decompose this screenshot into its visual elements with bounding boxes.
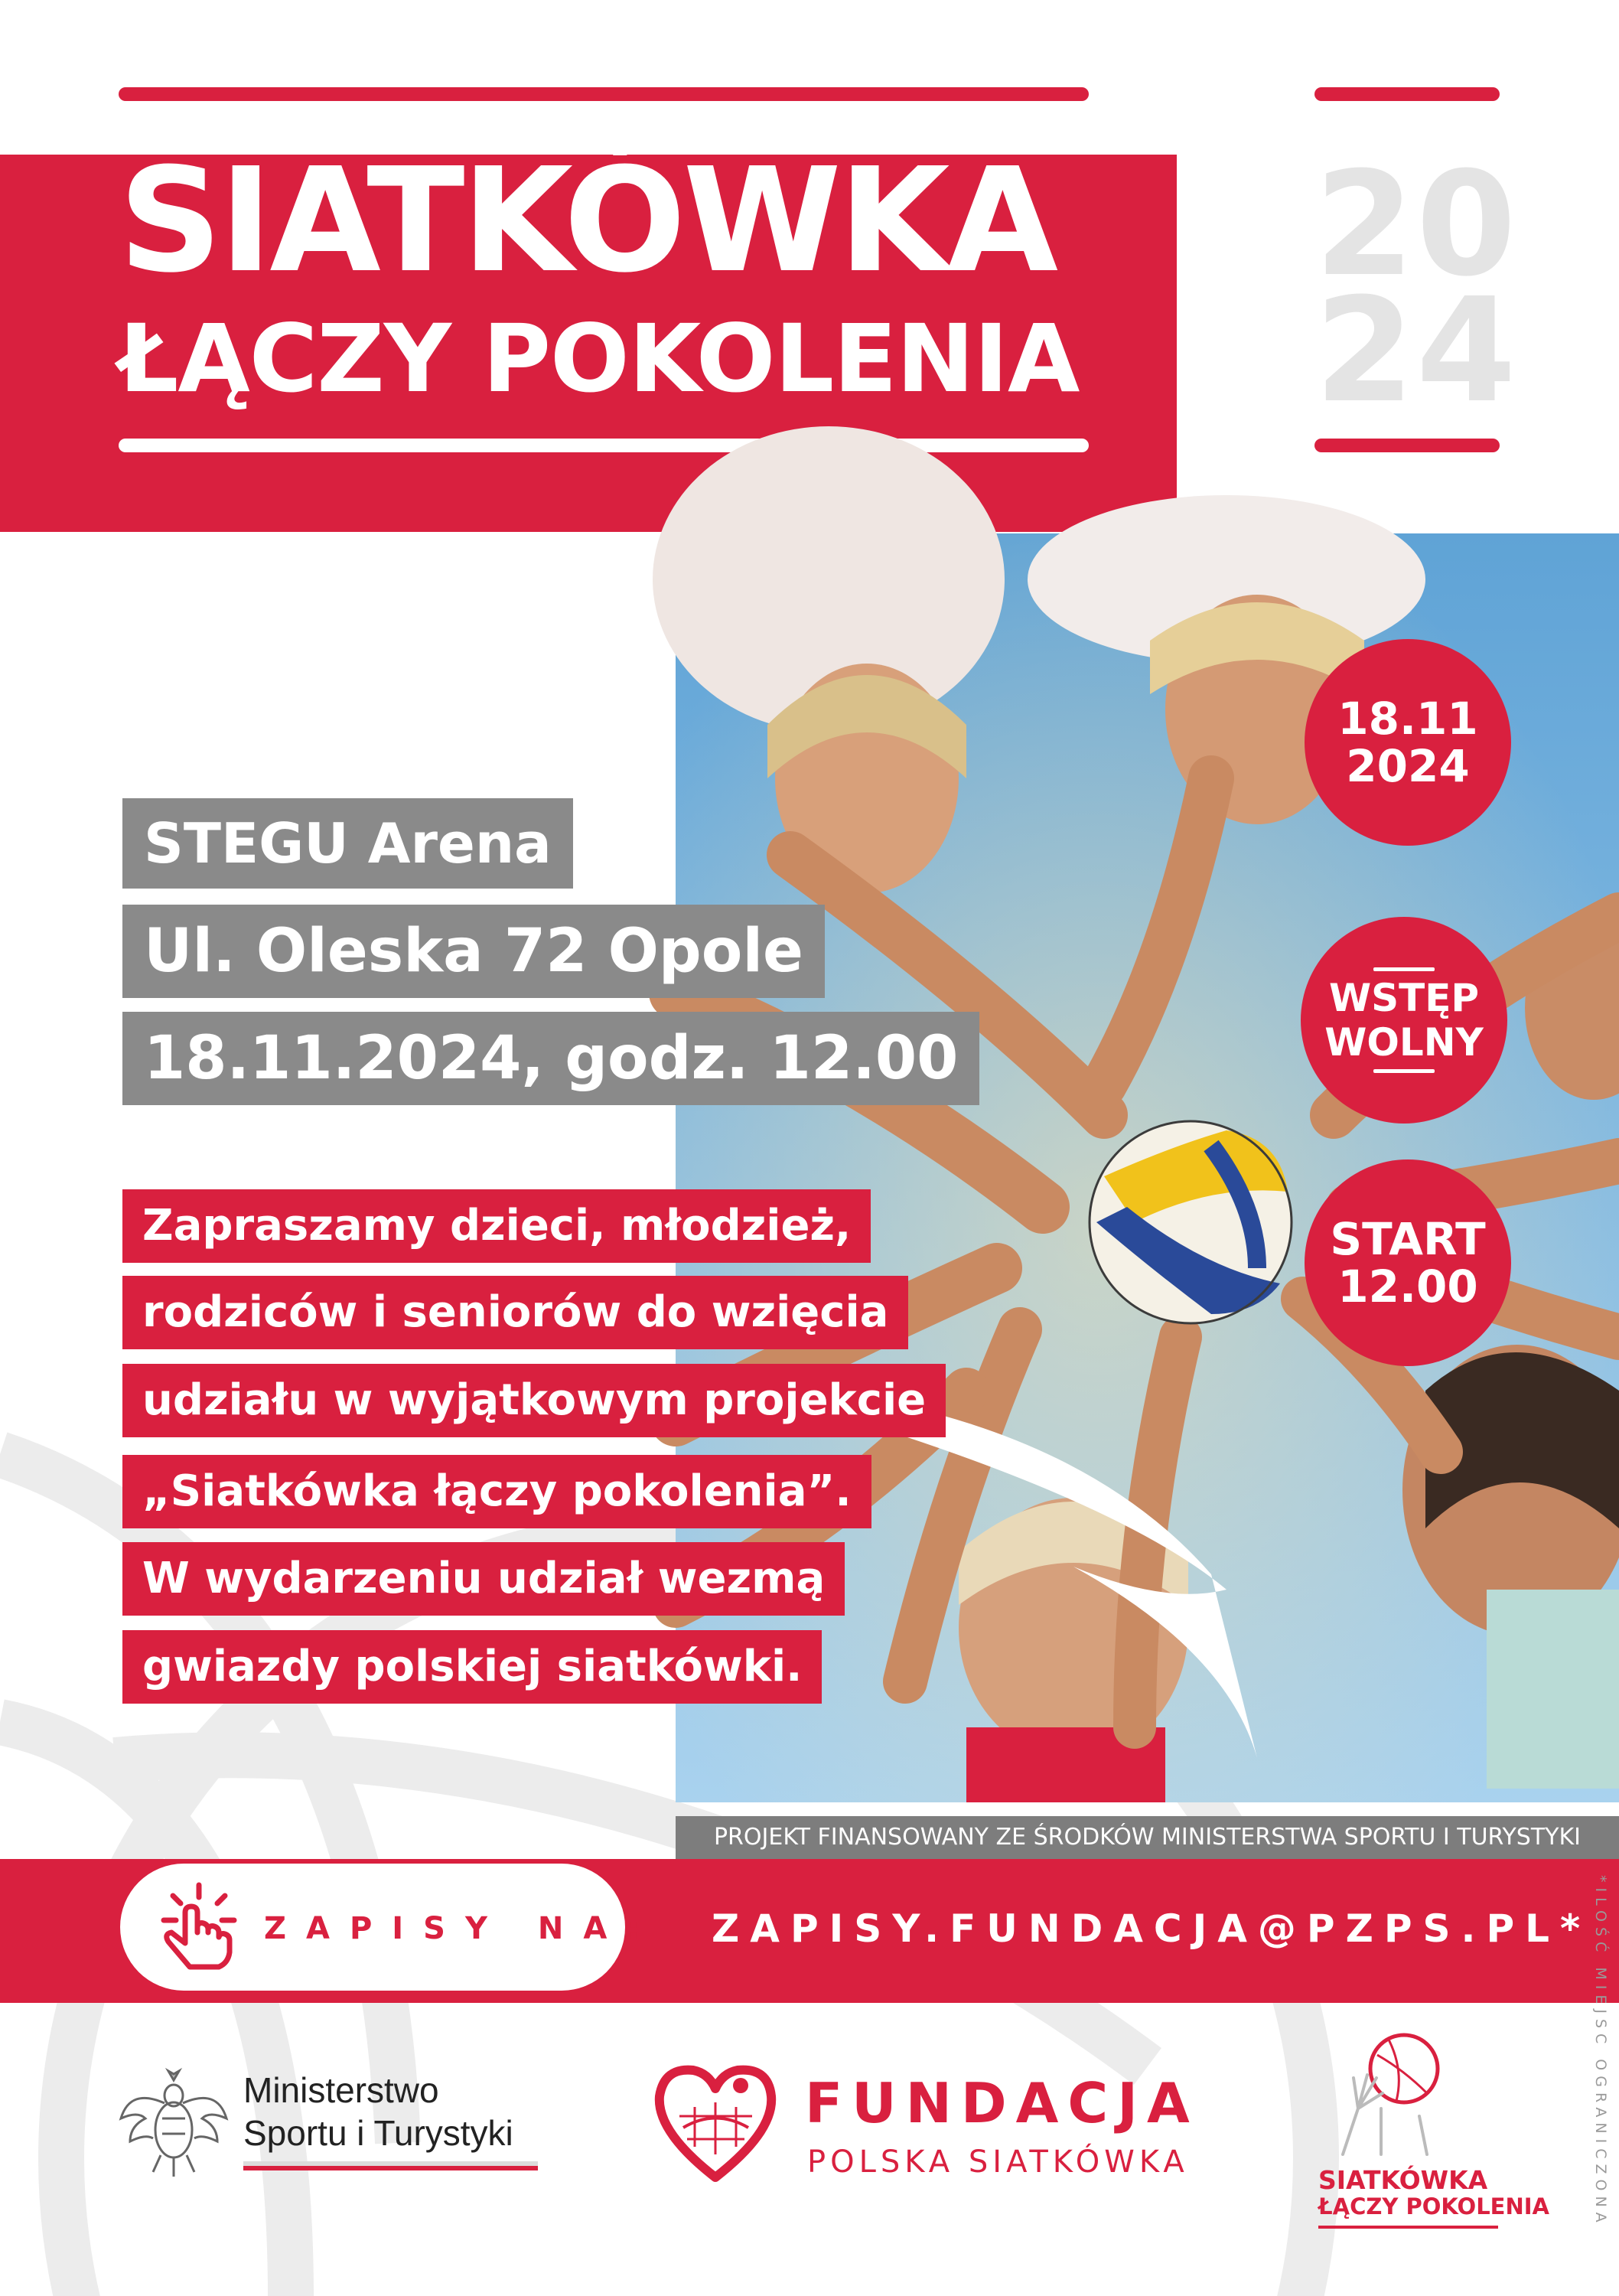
invitation-line-3: udziału w wyjątkowym projekcie — [122, 1364, 946, 1437]
start-badge-line1: START — [1330, 1213, 1486, 1265]
heart-volleyball-icon — [649, 2055, 783, 2189]
project-logo-subtitle: ŁĄCZY POKOLENIA — [1318, 2193, 1549, 2219]
project-logo-underline — [1318, 2226, 1498, 2229]
year-bottom: 24 — [1314, 267, 1518, 435]
foundation-name: FUNDACJA — [805, 2071, 1199, 2135]
start-badge-line2: 12.00 — [1337, 1261, 1478, 1313]
registration-label: ZAPISY NA: — [264, 1911, 660, 1946]
page-subtitle: ŁĄCZY POKOLENIA — [119, 305, 1080, 413]
project-funding-note: PROJEKT FINANSOWANY ZE ŚRODKÓW MINISTERSTWA SPORTU I TURYSTYKI — [676, 1816, 1619, 1859]
date-badge — [1305, 639, 1511, 846]
year-bottom-line — [1314, 439, 1500, 452]
free-entry-line2: WOLNY — [1324, 1020, 1484, 1065]
ministry-line2: Sportu i Turystyki — [243, 2113, 513, 2153]
free-entry-line1: WSTĘP — [1328, 976, 1480, 1020]
tap-hand-icon — [145, 1879, 245, 1978]
invitation-line-5: W wydarzeniu udział wezmą — [122, 1542, 845, 1616]
invitation-line-2: rodziców i seniorów do wzięcia — [122, 1276, 908, 1349]
registration-email-link[interactable]: ZAPISY.FUNDACJA@PZPS.PL* — [712, 1906, 1591, 1951]
date-badge-line1: 18.11 — [1337, 693, 1478, 745]
year-top: 20 — [1314, 141, 1518, 308]
page-title: SIATKÓWKA — [119, 137, 1056, 305]
ministry-line1: Ministerstwo — [243, 2070, 439, 2110]
invitation-line-4: „Siatkówka łączy pokolenia”. — [122, 1455, 871, 1528]
ministry-name — [243, 2069, 513, 2154]
foundation-subtitle: POLSKA SIATKÓWKA — [807, 2144, 1189, 2180]
badge-divider — [1373, 1069, 1435, 1073]
limited-seats-footnote — [1576, 1867, 1607, 2296]
start-time-badge — [1305, 1159, 1511, 1366]
white-eagle-emblem-icon — [115, 2065, 233, 2180]
ministry-flag-stripe-white — [243, 2161, 538, 2166]
header-top-line — [119, 87, 1089, 101]
project-logo-title: SIATKÓWKA — [1318, 2165, 1488, 2195]
limited-seats-text: *ILOŚĆ MIEJSC OGRANICZONA — [1592, 1875, 1609, 2228]
venue-address: Ul. Oleska 72 Opole — [122, 905, 825, 998]
header-bottom-line — [119, 439, 1089, 452]
badge-divider — [1373, 967, 1435, 971]
invitation-line-1: Zapraszamy dzieci, młodzież, — [122, 1189, 871, 1263]
free-entry-badge — [1301, 917, 1507, 1124]
ministry-flag-stripe — [243, 2166, 538, 2170]
event-datetime: 18.11.2024, godz. 12.00 — [122, 1012, 979, 1105]
venue-name: STEGU Arena — [122, 798, 573, 889]
invitation-line-6: gwiazdy polskiej siatkówki. — [122, 1630, 822, 1704]
volleyball-hands-icon — [1320, 2024, 1465, 2162]
year-top-line — [1314, 87, 1500, 101]
date-badge-line2: 2024 — [1346, 740, 1470, 792]
